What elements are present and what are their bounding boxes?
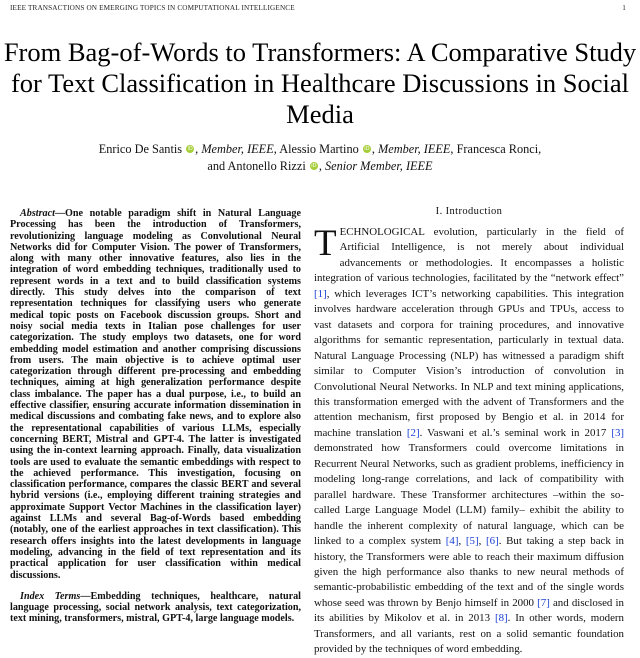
orcid-icon[interactable]: iD — [364, 146, 370, 152]
abstract-label: Abstract — [20, 208, 55, 219]
citation-link[interactable]: [7] — [537, 596, 550, 609]
body-text: ECHNOLOGICAL evolution, particularly in the field of Artificial Intelligence, is not merely about individual advancements or methodologies. It encompasses a holistic integration of various technologies, facilitated by the “network effect” — [314, 226, 624, 285]
body-text: , — [458, 535, 466, 548]
author-membership: Senior Member, IEEE — [325, 159, 433, 173]
body-text: . But taking a step back in history, the Transformers were able to reach their maximum diffusion given the high performance also thanks to new neural methods of semantic-probabilistic embedding of the text and of the single words whose seed was thrown by Benjo himself in 2000 — [314, 535, 624, 609]
journal-name: IEEE TRANSACTIONS ON EMERGING TOPICS IN COMPUTATIONAL INTELLIGENCE — [10, 4, 295, 12]
section-heading: I. Introduction — [435, 206, 503, 217]
citation-link[interactable]: [4] — [445, 535, 459, 548]
body-text: demonstrated how Transformers could overcome limitations in Recurrent Neural Networks, such as gradient problems, inefficiency in modeling long-range correlations, and lack of compatibility with parallel hardware. These Transformer architectures –within the so-called Large Language Model (LLM) family– exhibit the ability to handle the inherent complexity of natural language, which can be linked to a complex system — [314, 442, 624, 548]
author-block: Enrico De Santis iD , Member, IEEE, Alessio Martino iD , Member, IEEE, Francesca Ronci, and Antonello Rizzi iD , Senior Member, IEEE — [98, 142, 542, 173]
index-terms: Index Terms—Embedding techniques, healthcare, natural language processing, social network analysis, text categorization, text mining, transformers, mistral, GPT-4, large language models. — [10, 590, 301, 625]
body-text: , — [478, 535, 487, 548]
author-name: Enrico De Santis — [98, 142, 183, 156]
citation-link[interactable]: [3] — [611, 426, 625, 439]
drop-cap: T — [314, 223, 337, 264]
running-head — [10, 4, 626, 12]
author-name: and Antonello Rizzi — [207, 159, 306, 173]
body-text: , which leverages ICT’s networking capabilities. This integration involves hardware acceleration through GPUs and TPUs, access to vast datasets and corpora for training procedures, and innovative algorithms for semantic representation, particularly in textual data. Natural Language Processing (NLP) has witnessed a paradigm shift similar to Computer Vision’s introduction of convolution in Convolutional Neural Networks. In NLP and text mining applications, this transformation emerged with the advent of Transformers and the attention mechanism, first proposed by Bengio et al. in 2014 for machine translation — [314, 287, 624, 439]
body-text: and disclosed in its abilities by Mikolov et al. in 2013 — [314, 596, 624, 625]
citation-link[interactable]: [6] — [486, 535, 499, 548]
body-text: . In other words, modern Transformers, and all variants, rest on a solid semantic foundation provided by the techniques of word embedding. — [314, 612, 624, 656]
left-column — [10, 208, 301, 625]
author-membership: Member, IEEE — [378, 142, 451, 156]
paper-title: From Bag-of-Words to Transformers: A Comparative Study for Text Classification in Healthcare Discussions in Social Media — [3, 37, 637, 129]
citation-link[interactable]: [8] — [494, 612, 508, 625]
body-text: . Vaswani et al.’s seminal work in 2017 — [419, 426, 612, 439]
index-terms-text: Embedding techniques, healthcare, natural language processing, social network analysis, text categorization, text mining, transformers, mistral, GPT-4, large language models. — [10, 590, 301, 625]
citation-link[interactable]: [2] — [406, 426, 420, 439]
citation-link[interactable]: [5] — [465, 535, 479, 548]
author-membership: Member, IEEE — [201, 142, 274, 156]
orcid-icon[interactable]: iD — [311, 163, 317, 169]
abstract-text: One notable paradigm shift in Natural Language Processing has been the introduction of Transformers, revolutionizing language modeling as Convolutional Neural Networks did for Computer Vision. The power of Transformers, along with many other innovative features, also lies in the integration of word embedding techniques, traditionally used to represent words in a text and to build classification systems directly. This study delves into the comparison of text representation techniques for classifying users who generate medical topic posts on Facebook discussion groups. Short and noisy social media texts in Italian pose challenges for user categorization. The study employs two datasets, one for word embedding model estimation and another comprising discussions from users. The main objective is to achieve optimal user categorization through different pre-processing and embedding techniques, aiming at high generalization performance despite class imbalance. The paper has a dual purpose, i.e., to build an effective classifier, ensuring accurate information dissemination in medical discussions and combating fake news, and to explore also the representational capabilities of various LLMs, especially concerning BERT, Mistral and GPT-4. The latter is investigated using the in-context learning approach. Finally, data visualization tools are used to evaluate the semantic embeddings with respect to the achieved performance. This investigation, focusing on classification performance, compares the classic BERT and several hybrid versions (i.e., employing different training strategies and approximate Support Vector Machines in the classification layer) against LLMs and several Bag-of-Words based embedding (notably, one of the earliest approaches in text classification). This research offers insights into the latest developments in language modeling, advancing in the field of text representation and its practical application for user classification within medical discussions. — [10, 208, 301, 581]
author-name: Francesca Ronci, — [456, 142, 542, 156]
author-name: Alessio Martino — [279, 142, 359, 156]
citation-link[interactable]: [1] — [314, 287, 327, 300]
index-terms-label: Index Terms — [20, 590, 81, 602]
right-column — [314, 206, 624, 658]
abstract: Abstract—One notable paradigm shift in Natural Language Processing has been the introduction of Transformers, revolutionizing language modeling as Convolutional Neural Networks did for Computer Vision. The power of Transformers, along with many other innovative features, also lies in the integration of word embedding techniques, traditionally used to represent words in a text and to build classification systems directly. This study delves into the comparison of text representation techniques for classifying users who generate medical topic posts on Facebook discussion groups. Short and noisy social media texts in Italian pose challenges for user categorization. The study employs two datasets, one for word embedding model estimation and another comprising discussions from users. The main objective is to achieve optimal user categorization through different pre-processing and embedding techniques, aiming at high generalization performance despite class imbalance. The paper has a dual purpose, i.e., to build an effective classifier, ensuring accurate information dissemination in medical discussions and combating fake news, and to explore also the representational capabilities of various LLMs, especially concerning BERT, Mistral and GPT-4. The latter is investigated using the in-context learning approach. Finally, data visualization tools are used to evaluate the semantic embeddings with respect to the achieved performance. This investigation, focusing on classification performance, compares the classic BERT and several hybrid versions (i.e., employing different training strategies and approximate Support Vector Machines in the classification layer) against LLMs and several Bag-of-Words based embedding (notably, one of the earliest approaches in text classification). This research offers insights into the latest developments in language modeling, advancing in the field of text representation and its practical application for user classification within medical discussions. — [10, 208, 301, 581]
page-number: 1 — [622, 4, 626, 12]
orcid-icon[interactable]: iD — [187, 146, 193, 152]
intro-paragraph — [314, 225, 624, 658]
